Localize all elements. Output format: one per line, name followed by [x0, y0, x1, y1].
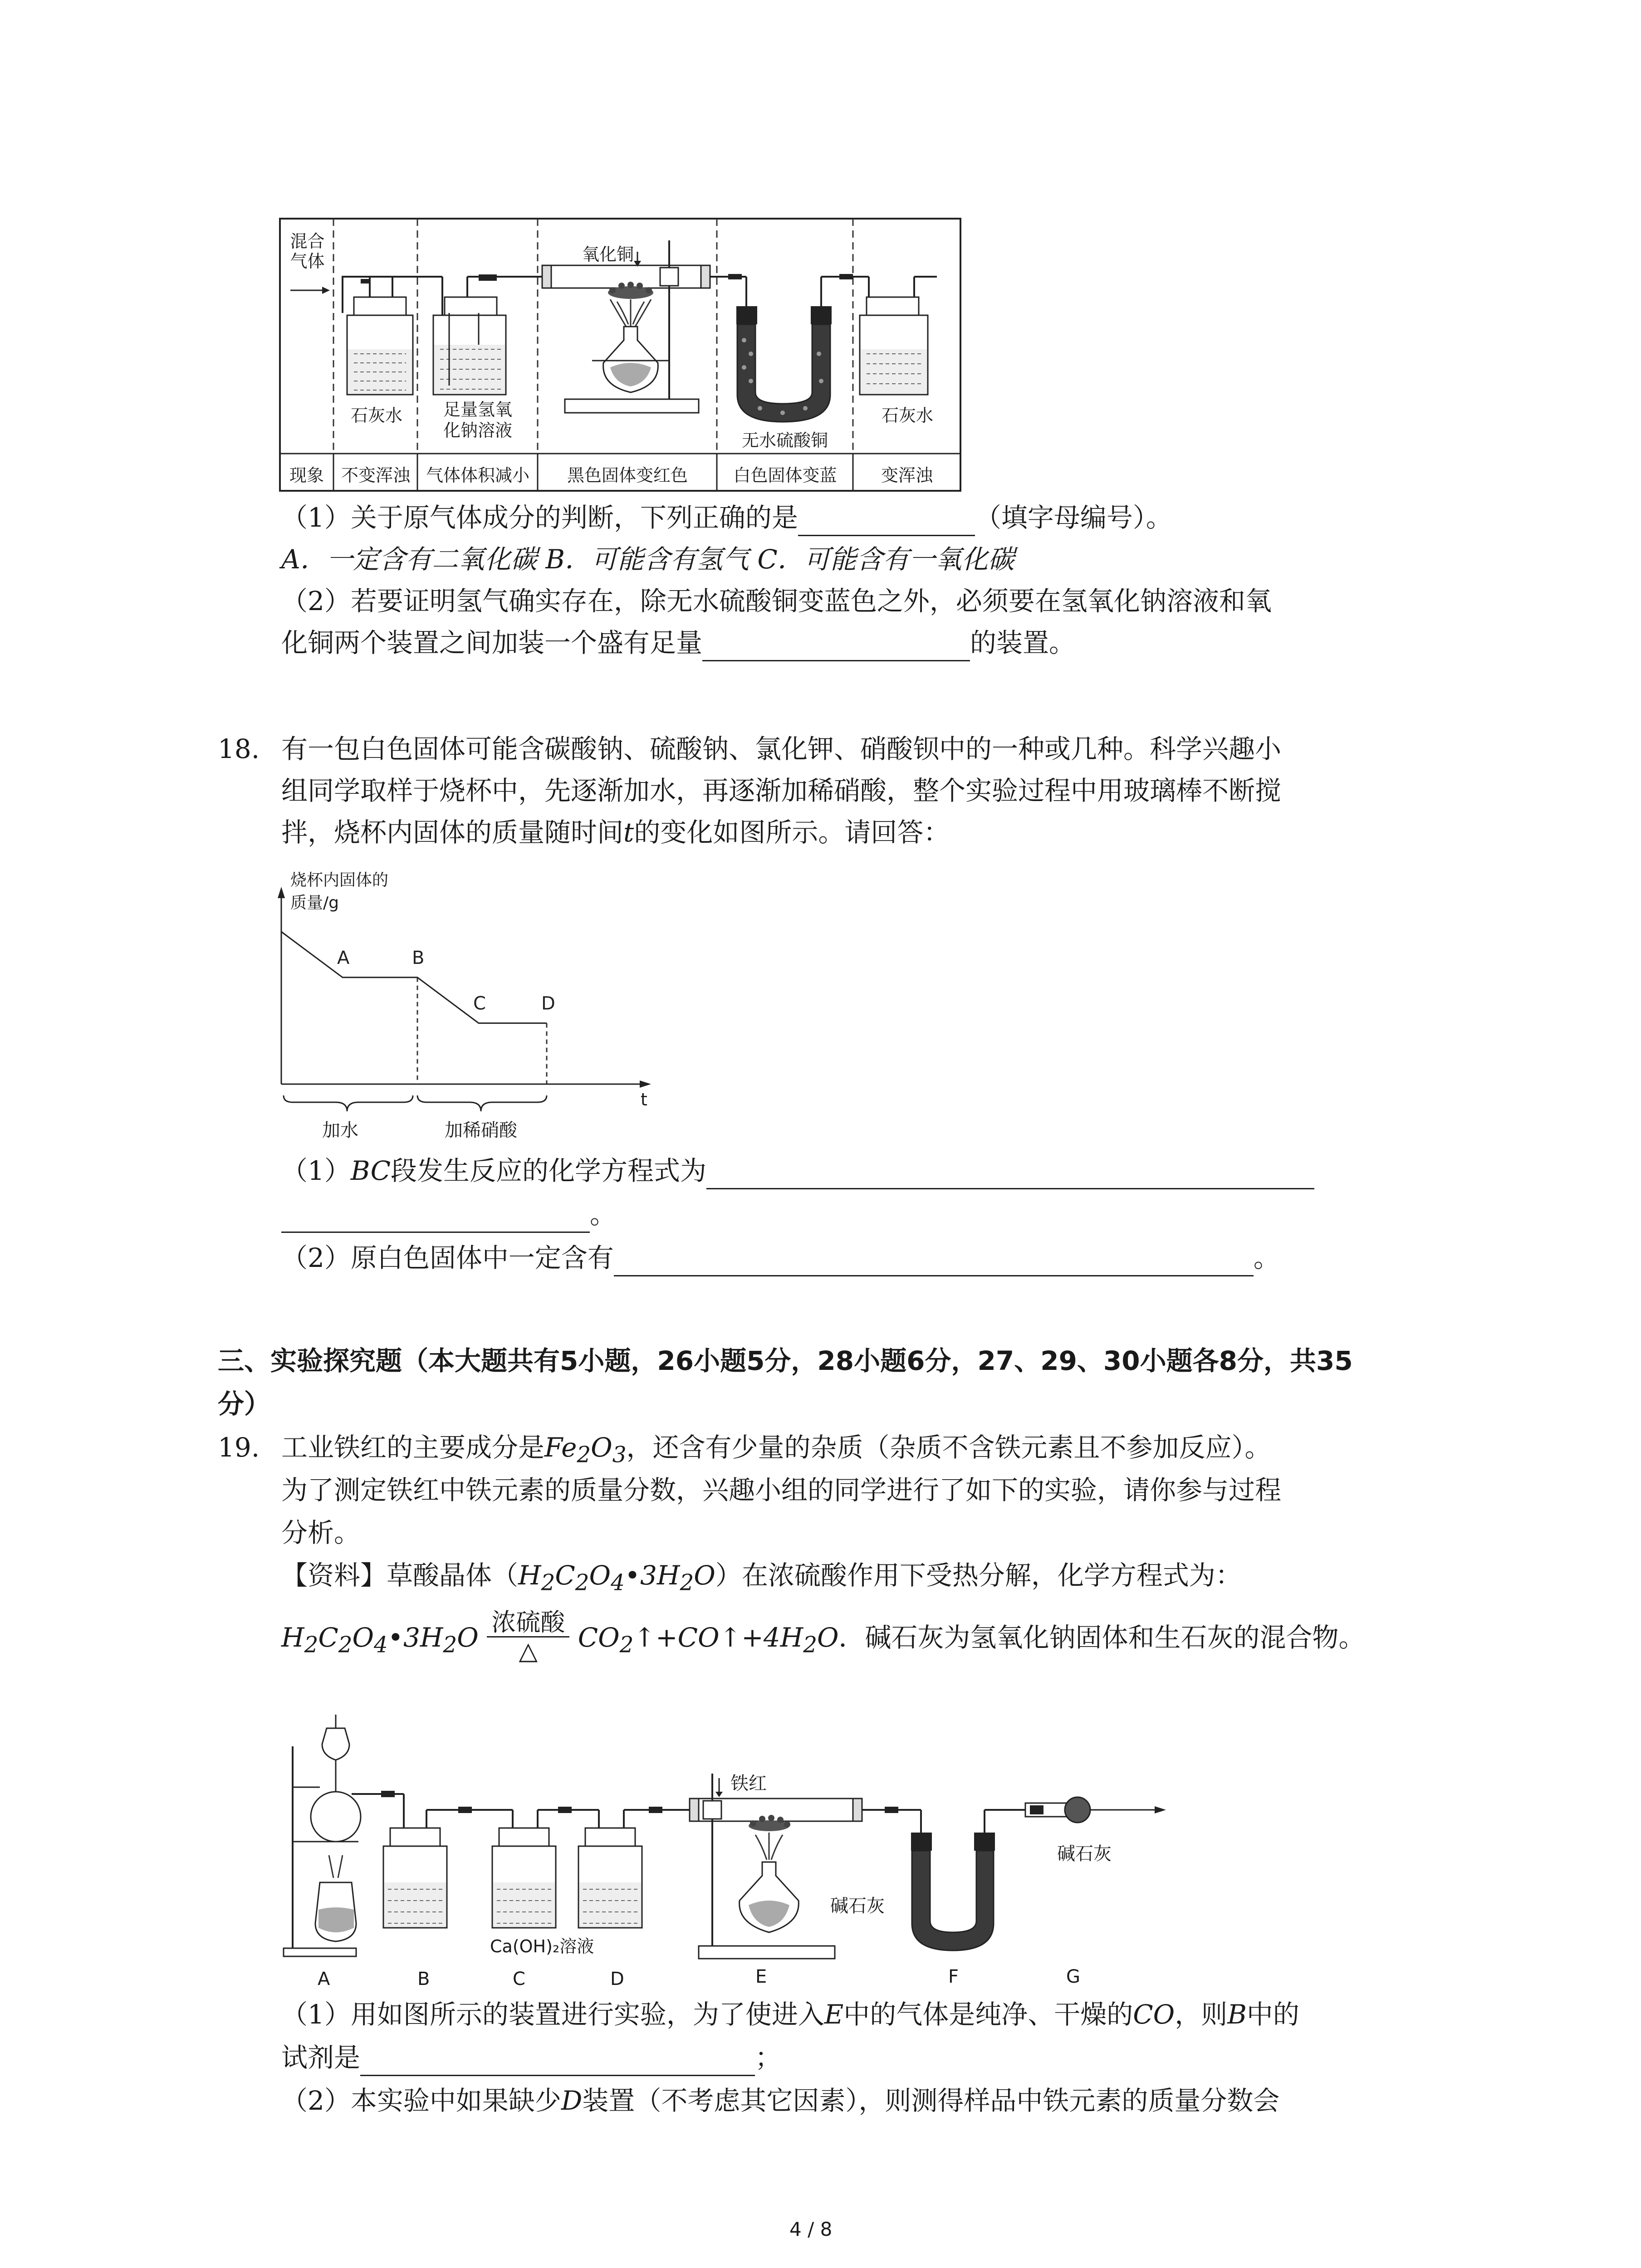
apparatus-figure-2: [277, 1710, 1184, 1991]
q18-line3: [281, 814, 950, 851]
q19-line3: 分析。: [281, 1517, 361, 1548]
q19-part1-line2-prefix: 试剂是: [281, 2042, 361, 2073]
q19-equation: [281, 1610, 1365, 1672]
point-label-a: A: [337, 947, 350, 968]
section3-heading-line1: 三、实验探究题（本大题共有5小题，26小题5分，28小题6分，27、29、30小题各8分，共35: [218, 1345, 1353, 1376]
q19-resource: [281, 1557, 1242, 1602]
q18-answer-blank-1-cont[interactable]: [281, 1203, 590, 1233]
var-b: B: [1227, 1999, 1247, 2030]
q17-part2-suffix: 的装置。: [970, 627, 1076, 658]
q18-line3-prefix: 拌，烧杯内固体的质量随时间: [281, 817, 624, 848]
apparatus-letter-d: D: [610, 1969, 624, 1989]
condition-heat: △: [519, 1637, 538, 1666]
bottle-label-naoh: [419, 399, 537, 441]
q19-number: 19.: [218, 1432, 260, 1463]
copper-oxide-label: 氧化铜: [582, 244, 634, 264]
q19-line1-prefix: 工业铁红的主要成分是: [281, 1432, 545, 1463]
soda-lime-label-g: 碱石灰: [1057, 1843, 1112, 1864]
q17-part2-line2: [281, 624, 1075, 661]
q17-answer-blank-1[interactable]: [798, 507, 975, 536]
q19-part1-mid2: ，则: [1175, 1999, 1228, 2030]
iron-red-label: 铁红: [730, 1773, 767, 1794]
q19-part2-suffix: 装置（不考虑其它因素），则测得样品中铁元素的质量分数会: [582, 2085, 1280, 2116]
phase-label-water: 加水: [322, 1120, 358, 1141]
q19-line2: 为了测定铁红中铁元素的质量分数，兴趣小组的同学进行了如下的实验，请你参与过程: [281, 1475, 1282, 1505]
q18-answer-blank-1[interactable]: [706, 1160, 1314, 1189]
phenomenon-3: 黑色固体变红色: [567, 465, 688, 485]
table-row-header: 现象: [289, 465, 324, 485]
q19-part1-mid1: 中的气体是纯净、干燥的: [843, 1999, 1133, 2030]
var-co: CO: [1133, 1999, 1175, 2030]
naoh-label-line2: 化钠溶液: [443, 420, 512, 440]
var-e: E: [824, 1999, 844, 2030]
mix-gas-label-line1: 混合: [290, 231, 325, 251]
point-label-c: C: [473, 993, 486, 1014]
q18-time-var: t: [623, 817, 634, 848]
q18-line2: 组同学取样于烧杯中，先逐渐加水，再逐渐加稀硝酸，整个实验过程中用玻璃棒不断搅: [281, 775, 1282, 806]
mass-series-line: [281, 932, 547, 1023]
ca-oh-label: Ca(OH)₂溶液: [490, 1936, 594, 1956]
formula-oxalic-acid-1: $H_2C_2O_4•3H_2O$: [518, 1560, 715, 1596]
phenomenon-1: 不变浑浊: [341, 465, 410, 485]
condition-catalyst: 浓硫酸: [491, 1608, 565, 1637]
mass-time-chart: [272, 866, 662, 1157]
q19-line1: [281, 1429, 1271, 1474]
q18-part2-end: 。: [1253, 1242, 1280, 1273]
section3-heading-line2: 分）: [218, 1388, 271, 1419]
formula-products: $CO_2↑+CO↑+4H_2O$: [578, 1622, 839, 1658]
phenomenon-4: 白色固体变蓝: [733, 465, 837, 485]
q18-part1: [281, 1152, 1314, 1189]
q18-part1-end: 。: [590, 1199, 617, 1230]
apparatus-letter-e: E: [755, 1966, 767, 1987]
q18-part1-text: 段发生反应的化学方程式为: [390, 1155, 706, 1186]
q19-part1-prefix: （1）用如图所示的装置进行实验，为了使进入: [281, 1999, 824, 2030]
q17-options: A．一定含有二氧化碳 B．可能含有氢气 C．可能含有一氧化碳: [281, 544, 1014, 575]
phase-label-acid: 加稀硝酸: [445, 1120, 517, 1141]
apparatus-figure-1: [279, 218, 962, 492]
q19-part2: [281, 2082, 1279, 2119]
q18-answer-blank-2[interactable]: [614, 1247, 1254, 1276]
soda-lime-label-f: 碱石灰: [830, 1896, 885, 1916]
formula-oxalic-acid-2: $H_2C_2O_4•3H_2O$: [281, 1622, 479, 1658]
chart-y-arrow: [278, 887, 285, 898]
apparatus-letter-c: C: [513, 1969, 525, 1989]
bottle-label-cuso4: 无水硫酸铜: [741, 430, 828, 450]
naoh-label-line1: 足量氢氧: [443, 400, 512, 420]
q18-part1-prefix: （1）: [281, 1155, 351, 1186]
q17-part1-prefix: （1）关于原气体成分的判断，下列正确的是: [281, 502, 798, 533]
point-label-d: D: [541, 993, 555, 1014]
q18-part2: [281, 1239, 1280, 1276]
q19-part1-line2-suffix: ；: [755, 2042, 782, 2073]
formula-fe2o3: $Fe_2O_3$: [544, 1432, 627, 1468]
page-number: 4 / 8: [789, 2218, 833, 2240]
q18-bc-var: BC: [350, 1155, 391, 1186]
point-label-b: B: [412, 947, 425, 968]
q19-part1-line1: [281, 1996, 1299, 2033]
q18-line3-suffix: 的变化如图所示。请回答：: [634, 817, 950, 848]
apparatus-figure-2-drawing: [277, 1710, 1184, 1991]
q18-line1: 有一包白色固体可能含碳酸钠、硫酸钠、氯化钾、硝酸钡中的一种或几种。科学兴趣小: [281, 733, 1282, 764]
q19-line1-suffix: ，还含有少量的杂质（杂质不含铁元素且不参加反应）。: [626, 1432, 1271, 1463]
q19-part1-line2: [281, 2039, 781, 2076]
bottle-label-limewater-1: 石灰水: [350, 406, 402, 425]
chart-ylabel: 烧杯内固体的质量/g: [290, 871, 389, 912]
phenomenon-5: 变浑浊: [881, 465, 933, 485]
phase-brace-acid: [417, 1095, 547, 1111]
q17-part1: [281, 499, 1172, 536]
chart-xlabel: t: [641, 1090, 647, 1110]
q17-part1-suffix: （填字母编号）。: [975, 502, 1172, 533]
apparatus-letter-a: A: [318, 1969, 330, 1989]
bottle-label-limewater-2: 石灰水: [881, 406, 933, 425]
reaction-condition: [487, 1609, 569, 1665]
mix-gas-label: [286, 231, 329, 271]
q19-answer-blank-1[interactable]: [360, 2047, 755, 2076]
q18-part2-prefix: （2）原白色固体中一定含有: [281, 1242, 614, 1273]
q19-resource-suffix: ）在浓硫酸作用下受热分解，化学方程式为：: [715, 1560, 1242, 1591]
q19-part2-prefix: （2）本实验中如果缺少: [281, 2085, 561, 2116]
phase-brace-water: [284, 1095, 413, 1111]
q19-part1-suffix: 中的: [1246, 1999, 1299, 2030]
q19-equation-tail: ．碱石灰为氢氧化钠固体和生石灰的混合物。: [838, 1622, 1365, 1653]
q17-part2-prefix: 化铜两个装置之间加装一个盛有足量: [281, 627, 703, 658]
var-d: D: [561, 2085, 583, 2116]
mix-gas-label-line2: 气体: [290, 251, 325, 271]
apparatus-letter-b: B: [417, 1969, 430, 1989]
apparatus-letter-f: F: [948, 1966, 959, 1987]
q17-answer-blank-2[interactable]: [702, 632, 970, 661]
chart-x-arrow: [640, 1080, 651, 1088]
q18-part1-cont: [281, 1196, 616, 1233]
q19-resource-prefix: 【资料】草酸晶体（: [281, 1560, 519, 1591]
apparatus-letter-g: G: [1066, 1966, 1080, 1987]
phenomenon-2: 气体体积减小: [426, 465, 529, 485]
q18-number: 18.: [218, 733, 260, 764]
q17-part2-line1: （2）若要证明氢气确实存在，除无水硫酸铜变蓝色之外，必须要在氢氧化钠溶液和氧: [281, 586, 1272, 616]
